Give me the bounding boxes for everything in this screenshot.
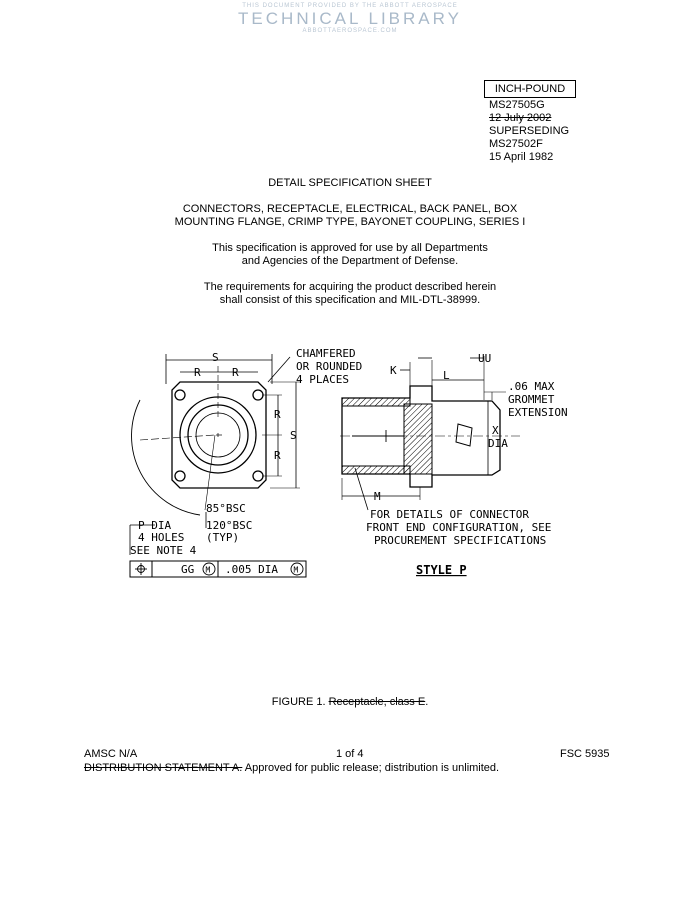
superseded-date: 15 April 1982 bbox=[489, 151, 554, 163]
dim-l: L bbox=[443, 369, 450, 382]
mounting-hole-br bbox=[253, 471, 263, 481]
fcf-gg: GG bbox=[181, 563, 195, 576]
figure-title: Receptacle, class E bbox=[328, 696, 426, 708]
front-end-note-1: FOR DETAILS OF CONNECTOR bbox=[370, 508, 529, 521]
approval-line-2: and Agencies of the Department of Defense. bbox=[241, 255, 459, 267]
grommet-3: EXTENSION bbox=[508, 406, 568, 419]
dim-r-side-upper: R bbox=[274, 408, 281, 421]
distribution-statement: DISTRIBUTION STATEMENT A. bbox=[84, 762, 243, 774]
dim-r-side-lower: R bbox=[274, 449, 281, 462]
fsc-code: FSC 5935 bbox=[560, 748, 610, 760]
dim-s-top: S bbox=[212, 351, 219, 364]
dim-uu: UU bbox=[478, 352, 492, 365]
fcf-mmc-1: M bbox=[205, 565, 211, 575]
sheet-type: DETAIL SPECIFICATION SHEET bbox=[268, 177, 432, 189]
dim-x: X bbox=[492, 424, 499, 437]
distribution-line bbox=[84, 762, 499, 774]
watermark-url: ABBOTTAEROSPACE.COM bbox=[302, 28, 398, 34]
mounting-hole-tl bbox=[175, 390, 185, 400]
see-note: SEE NOTE 4 bbox=[130, 544, 197, 557]
doc-number: MS27505G bbox=[489, 99, 545, 111]
style-label: STYLE P bbox=[416, 563, 467, 577]
superseding-label: SUPERSEDING bbox=[489, 125, 570, 137]
angle-typ: (TYP) bbox=[206, 531, 240, 544]
fcf-dia: .005 DIA bbox=[225, 563, 278, 576]
dim-m: M bbox=[374, 490, 381, 503]
chamfer-note-3: 4 PLACES bbox=[296, 373, 349, 386]
figure-label: FIGURE 1. bbox=[271, 696, 326, 708]
title-line-1: CONNECTORS, RECEPTACLE, ELECTRICAL, BACK PANEL, BOX bbox=[182, 203, 518, 215]
inch-pound-box: INCH-POUND bbox=[484, 80, 576, 98]
p-dia: P DIA bbox=[138, 519, 172, 532]
angle-120: 120°BSC bbox=[206, 519, 253, 532]
dim-x-dia: DIA bbox=[488, 437, 508, 450]
figure-period: . bbox=[425, 696, 429, 708]
dim-k: K bbox=[390, 364, 397, 377]
connector-drawing bbox=[0, 340, 700, 590]
dim-s-side: S bbox=[290, 429, 297, 442]
dim-r-left: R bbox=[194, 366, 201, 379]
doc-date: 12 July 2002 bbox=[489, 112, 552, 124]
page-number: 1 of 4 bbox=[336, 748, 364, 760]
watermark-provider: THIS DOCUMENT PROVIDED BY THE ABBOTT AEROSPACE bbox=[242, 3, 458, 9]
front-end-note-2: FRONT END CONFIGURATION, SEE bbox=[366, 521, 552, 534]
title-line-2: MOUNTING FLANGE, CRIMP TYPE, BAYONET COUPLING, SERIES I bbox=[174, 216, 526, 228]
angle-85: 85°BSC bbox=[206, 502, 246, 515]
approval-line-1: This specification is approved for use by all Departments bbox=[212, 242, 488, 254]
superseded-number: MS27502F bbox=[489, 138, 543, 150]
front-end-note-3: PROCUREMENT SPECIFICATIONS bbox=[374, 534, 547, 547]
mounting-hole-bl bbox=[175, 471, 185, 481]
dim-r-right: R bbox=[232, 366, 239, 379]
figure-caption bbox=[0, 696, 700, 708]
fcf-mmc-2: M bbox=[293, 565, 299, 575]
watermark-title: TECHNICAL LIBRARY bbox=[238, 9, 462, 28]
grommet-2: GROMMET bbox=[508, 393, 555, 406]
datum-symbol bbox=[135, 563, 147, 575]
chamfer-note-2: OR ROUNDED bbox=[296, 360, 363, 373]
chamfer-note-1: CHAMFERED bbox=[296, 347, 356, 360]
release-text: Approved for public release; distribution is unlimited. bbox=[244, 762, 500, 774]
amsc-code: AMSC N/A bbox=[84, 748, 138, 760]
holes-count: 4 HOLES bbox=[138, 531, 185, 544]
grommet-1: .06 MAX bbox=[508, 380, 555, 393]
mounting-hole-tr bbox=[253, 390, 263, 400]
requirements-line-1: The requirements for acquiring the product described herein bbox=[203, 281, 497, 293]
requirements-line-2: shall consist of this specification and MIL-DTL-38999. bbox=[219, 294, 481, 306]
